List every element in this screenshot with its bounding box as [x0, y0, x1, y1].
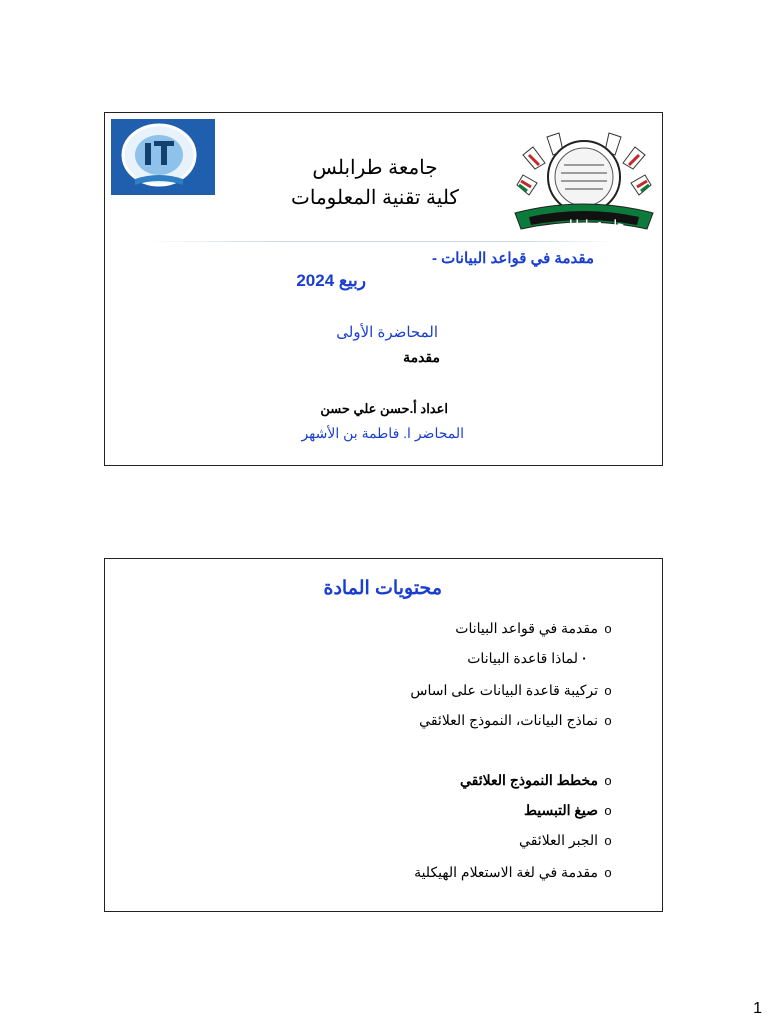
it-faculty-logo	[111, 119, 215, 195]
list-item	[414, 861, 614, 883]
title-divider	[145, 241, 615, 242]
list-item	[410, 679, 614, 701]
prepared-by: اعداد أ.حسن علي حسن	[320, 401, 448, 416]
list-item-text: مخطط النموذج العلائقي	[460, 771, 598, 788]
list-bullet: o	[604, 772, 612, 788]
list-bullet: o	[604, 682, 612, 698]
list-item	[455, 617, 614, 639]
contents-title: محتويات المادة	[323, 578, 442, 599]
list-bullet: o	[604, 712, 612, 728]
list-item	[519, 829, 614, 851]
list-item-text: نماذج البيانات، النموذج العلائقي	[419, 711, 598, 728]
list-item	[460, 769, 614, 791]
list-item-text: تركيبة قاعدة البيانات على اساس	[410, 681, 598, 698]
list-item-text: لماذا قاعدة البيانات	[467, 649, 578, 666]
university-name: جامعة طرابلس	[312, 157, 438, 179]
semester-label: ربيع 2024	[296, 271, 366, 290]
lecture-label: المحاضرة الأولى	[336, 324, 438, 341]
list-item-text: صيغ التبسيط	[523, 801, 598, 818]
list-bullet: o	[604, 802, 612, 818]
list-item-text: الجبر العلائقي	[519, 831, 598, 848]
list-item-text: مقدمة في قواعد البيانات	[455, 619, 598, 636]
list-bullet: o	[604, 832, 612, 848]
faculty-name: كلية تقنية المعلومات	[291, 187, 459, 209]
course-title: مقدمة في قواعد البيانات -	[431, 250, 594, 267]
title-slide	[104, 112, 663, 466]
lecturer-name: المحاضر ا. فاطمة بن الأشهر	[301, 425, 464, 441]
lecture-topic: مقدمة	[403, 349, 440, 365]
list-bullet: o	[604, 620, 612, 636]
page-number: 1	[753, 1000, 762, 1017]
list-item	[419, 709, 614, 731]
list-sub-bullet: ▪	[582, 653, 586, 663]
list-item	[524, 799, 614, 821]
university-logo	[509, 125, 659, 237]
list-item	[467, 647, 588, 669]
list-bullet: o	[604, 864, 612, 880]
list-item-text: مقدمة في لغة الاستعلام الهيكلية	[414, 863, 598, 880]
university-logo-text: جامعة طرابلس	[555, 219, 624, 231]
contents-slide	[104, 558, 663, 912]
